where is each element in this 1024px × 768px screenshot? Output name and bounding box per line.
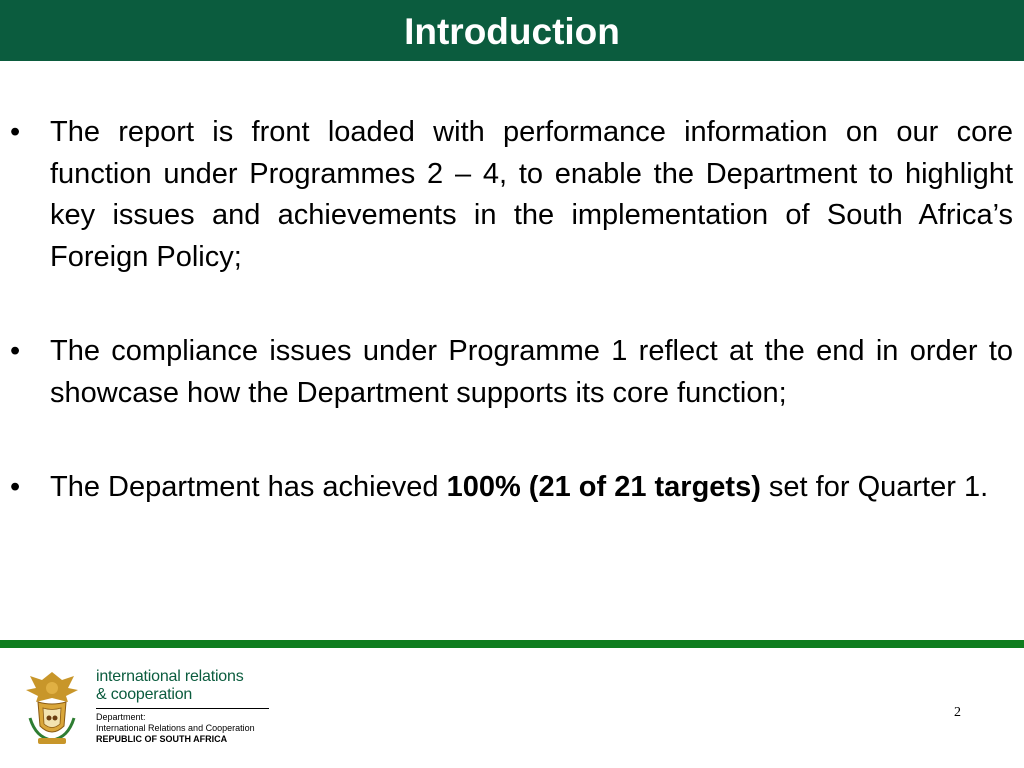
bullet-dot-icon: • bbox=[10, 116, 21, 148]
brand-divider bbox=[96, 708, 269, 709]
bullet-text: The compliance issues under Programme 1 reflect at the end in order to showcase how the Department supports its core function; bbox=[50, 335, 1013, 409]
dept-label: Department: bbox=[96, 712, 146, 722]
country-name: REPUBLIC OF SOUTH AFRICA bbox=[96, 734, 228, 744]
brand-line-1: international relations bbox=[96, 668, 244, 685]
bullet-text-after: set for Quarter 1. bbox=[760, 471, 989, 503]
dept-name: International Relations and Cooperation bbox=[96, 723, 255, 733]
slide-title: Introduction bbox=[404, 11, 620, 52]
bullet-dot-icon: • bbox=[10, 335, 21, 367]
bullet-text-bold: 100% (21 of 21 targets) bbox=[446, 471, 761, 503]
footer-divider bbox=[0, 640, 1024, 648]
bullet-text-before: The Department has achieved bbox=[50, 471, 447, 503]
bullet-list bbox=[10, 112, 1013, 509]
brand-name bbox=[96, 668, 276, 704]
page-number: 2 bbox=[954, 705, 961, 720]
bullet-item bbox=[10, 112, 1013, 278]
bullet-item bbox=[10, 331, 1013, 414]
department-block bbox=[96, 712, 286, 745]
brand-line-2: & cooperation bbox=[96, 686, 193, 703]
bullet-text: The report is front loaded with performance information on our core function under Programmes 2 – 4, to enable the Department to highlight key issues and achievements in the implementation of South Africa’s Foreign Policy; bbox=[50, 116, 1013, 273]
bullet-item bbox=[10, 467, 1013, 509]
coat-of-arms-icon bbox=[22, 668, 82, 750]
bullet-dot-icon: • bbox=[10, 471, 21, 503]
